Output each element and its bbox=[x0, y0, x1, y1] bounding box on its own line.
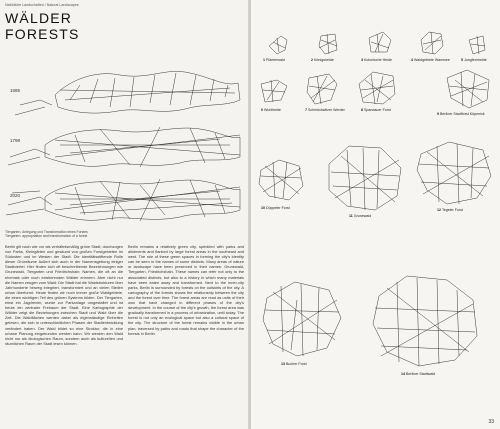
paragraph-german: Berlin gilt nach wie vor als verhältnismäßig grüne Stadt, durchzogen von Parks, Kleingärten und gesäumt von großen Forstgebieten im Südosten und im Westen der Stadt. Die identitätsstiftende Rolle dieser Grünräume äußert sich auch in der Namensgebung einiger Stadtviertel. Hier finden sich oft beschreibende Bezeichnungen wie Grunewald, Tiergarten und Friedrichshain: Namen, die oft an die ehemals oder noch existierenden Wälder erinnern. Aber nicht nur die Namen zeugen vom Wald: Die Stadt hat die Waldstrukturen über Jahrhunderte hinweg integriert, transformiert und an vielen Stellen urban überformt. Heute finden wir noch immer große Waldgebiete, die einen wichtigen Teil des grünen Systems bilden. Der Tiergarten, einst ein Jagdrevier, wurde zur Parkanlage umgestaltet und ist heute ein zentraler Freiraum der Stadt. Eine Kartographie der Wälder zeigt die Beziehungen zwischen Stadt und Wald über die Zeit. Die Waldflächen werden dabei als eigenständige Einheiten gelesen, die sich in unterschiedlichen Phasen der Stadtentwicklung verändert haben. Der Wald bildet so eine Struktur, die in eine urbane Planung eingebunden werden kann. Wir werden den Wald nicht nur als ökologischen Raum, sondern auch als kulturellen und räumlichen Raum der Stadt lesen können. bbox=[5, 244, 123, 346]
forest-label-13: 13 Bucher Forst bbox=[281, 362, 307, 366]
map-year-label: 2020 bbox=[10, 193, 21, 198]
caption-german: Tiergarten, Anlegung und Transformation eines Forstes bbox=[5, 230, 88, 234]
forest-plan-10 bbox=[259, 160, 303, 200]
map-2020 bbox=[6, 179, 240, 221]
body-column-english bbox=[128, 244, 244, 336]
forest-label-12: 12 Tegeler Forst bbox=[437, 208, 463, 212]
map-year-label: 1798 bbox=[10, 138, 21, 143]
forest-plan-14 bbox=[373, 276, 477, 366]
running-head: Natürliche Landschaften / Natural Landscapes bbox=[5, 3, 79, 7]
forest-plan-13 bbox=[263, 282, 341, 356]
forest-plan-5 bbox=[469, 36, 485, 54]
map-year-label: 1685 bbox=[10, 88, 21, 93]
page-title-english: FORESTS bbox=[5, 26, 80, 42]
forest-plan-12 bbox=[417, 142, 491, 204]
forest-plan-4 bbox=[421, 32, 443, 54]
forest-label-5: 5 Jungfernheide bbox=[461, 58, 487, 62]
forest-plan-6 bbox=[261, 80, 287, 102]
left-page bbox=[0, 0, 249, 429]
forest-label-3: 3 Kolonische Heide bbox=[361, 58, 392, 62]
forest-label-8: 8 Spandauer Forst bbox=[361, 108, 391, 112]
forest-plan-9 bbox=[447, 70, 489, 108]
tiergarten-maps bbox=[0, 45, 249, 230]
map-caption bbox=[5, 230, 245, 239]
body-column-german bbox=[5, 244, 123, 346]
forest-label-11: 11 Grunewald bbox=[349, 214, 372, 218]
forest-plan-1 bbox=[269, 36, 287, 54]
right-page bbox=[251, 0, 500, 429]
forest-label-9: 9 Berliner Stadtforst Köpenick bbox=[437, 112, 485, 116]
forest-plan-3 bbox=[369, 32, 391, 52]
forest-plan-11 bbox=[329, 146, 401, 210]
page-title-german: WÄLDER bbox=[5, 10, 73, 26]
forest-label-2: 2 Königsheide bbox=[311, 58, 334, 62]
forest-plan-2 bbox=[319, 34, 337, 54]
paragraph-english: Berlin remains a relatively green city, sprinkled with parks and allotments and flanked by large forest areas in the southeast and west. The role of these green spaces in forming the city's identity can be seen in the names of some districts. Many areas of nature or landscape have been preserved in their names: Grunewald, Tiergarten, Friedrichshain. These names can refer not only to the associated districts, but also to a history in which many materials have been eaten away and transformed. Next to the inner-city parks, Berlin is surrounded by forests on the outskirts of the city. A cartography of the forests shows the relationship between the city and the forest over time. The forest areas are read as units of their own that have changed in different phases of the city's development. In the course of the city's growth, the forest area was gradually transformed in a process of urbanization, until today. The forest is not only an ecological space but also a cultural space of the city. The structure of the forest remains visible in the urban plan, traversed by paths and roads that shape the character of the forests in Berlin. bbox=[128, 244, 244, 336]
forest-label-1: 1 Plänterwald bbox=[263, 58, 285, 62]
forest-label-4: 4 Waldgebiete Wannsee bbox=[411, 58, 450, 62]
forest-label-14: 14 Berliner Stadtwald bbox=[401, 372, 436, 376]
forest-label-10: 10 Düppeler Forst bbox=[261, 206, 290, 210]
map-1798 bbox=[8, 127, 240, 167]
forest-label-7: 7 Schmöckwitzer Werder bbox=[305, 108, 345, 112]
caption-english: Tiergarten: appropriation and transformation of a forest bbox=[5, 234, 88, 239]
forest-label-6: 6 Wuhlheide bbox=[261, 108, 281, 112]
forest-plan-8 bbox=[359, 72, 395, 104]
page-number: 33 bbox=[488, 419, 494, 425]
map-1685 bbox=[15, 71, 240, 115]
forest-plan-7 bbox=[307, 74, 337, 104]
